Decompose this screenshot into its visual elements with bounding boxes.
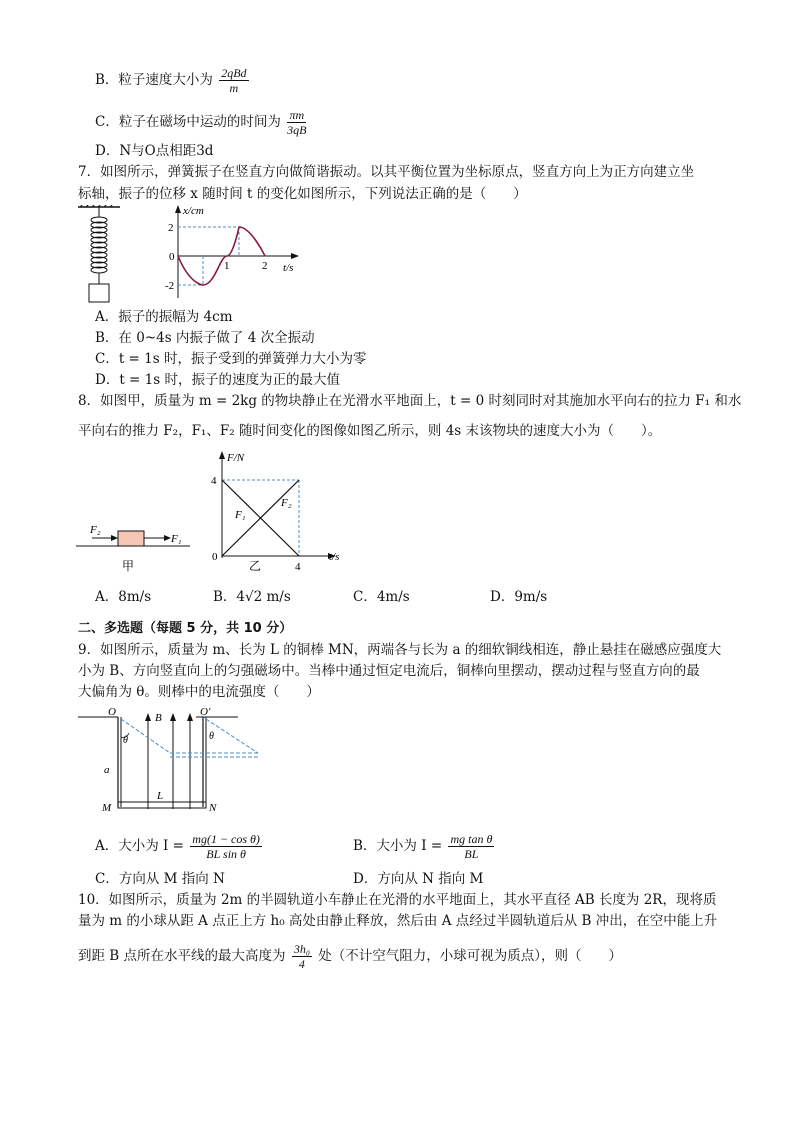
f2-label: F₂	[90, 524, 101, 536]
label-theta-left: θ	[123, 735, 128, 746]
yi-origin: 0	[212, 551, 218, 563]
origin-label: 0	[169, 251, 175, 263]
q6-option-c-fraction	[287, 108, 306, 137]
yi-xlabel: t/s	[329, 551, 340, 563]
q6-option-c	[95, 108, 308, 137]
caption-jia: 甲	[122, 559, 135, 573]
q7-stem-line2: 标轴，振子的位移 x 随时间 t 的变化如图所示，下列说法正确的是（ ）	[78, 186, 527, 202]
graph-xlabel: t/s	[283, 262, 294, 274]
fraction-numerator: mg(1 − cos θ)	[192, 832, 260, 846]
q7-option-a: A．振子的振幅为 4cm	[95, 309, 233, 325]
q10-stem-line2: 量为 m 的小球从距 A 点正上方 h₀ 高处由静止释放，然后由 A 点经过半圆轨道后从 B 冲出，在空中能上升	[78, 913, 718, 929]
fraction-denominator: BL	[464, 847, 479, 861]
xtick-2: 2	[262, 260, 268, 272]
q6-option-d: D．N与O点相距3d	[95, 143, 214, 159]
q6-option-b-label: B．粒子速度大小为	[95, 72, 213, 88]
q10-stem-line3-start: 到距 B 点所在水平线的最大高度为	[78, 948, 286, 964]
q9-option-b	[353, 832, 496, 861]
graph-ylabel: x/cm	[183, 205, 204, 217]
q8-stem-line1: 8．如图甲，质量为 m = 2kg 的物块静止在光滑水平地面上，t = 0 时刻同时对其施加水平向右的拉力 F₁ 和水	[78, 393, 742, 409]
fraction-denominator: 4	[298, 957, 305, 971]
q9-figure	[78, 703, 268, 821]
q7-stem-line1: 7．如图所示，弹簧振子在竖直方向做简谐振动。以其平衡位置为坐标原点，竖直方向上为正方向建立坐	[78, 164, 695, 180]
q8-option-b: B．4√2 m/s	[213, 589, 291, 605]
q8-stem-line2: 平向右的推力 F₂，F₁、F₂ 随时间变化的图像如图乙所示，则 4s 末该物块的速度大小为（ ）。	[78, 423, 662, 439]
q9-option-b-fraction	[448, 832, 494, 861]
fraction-denominator: 3qB	[287, 123, 307, 137]
label-o-prime: O′	[200, 706, 211, 718]
fraction-denominator: m	[229, 81, 239, 95]
label-a: a	[104, 764, 110, 776]
label-b: B	[155, 712, 162, 724]
spring-mass-block	[89, 284, 109, 302]
q9-stem-line2: 小为 B、方向竖直向上的匀强磁场中。当棒中通过恒定电流后，铜棒向里摆动，摆动过程与竖直方向的最	[78, 663, 700, 679]
fraction-numerator: 2qBd	[221, 66, 247, 80]
q10-stem-line1: 10．如图所示，质量为 2m 的半圆轨道小车静止在光滑的水平地面上，其水平直径 AB 长度为 2R，现将质	[78, 892, 717, 908]
ytick-neg2: -2	[165, 280, 175, 292]
q10-stem-line3	[78, 942, 622, 971]
q7-option-d: D．t = 1s 时，振子的速度为正的最大值	[95, 372, 340, 388]
q9-stem-line1: 9．如图所示，质量为 m、长为 L 的铜棒 MN，两端各与长为 a 的细软铜线相连，静止悬挂在磁感应强度大	[78, 642, 722, 658]
label-n: N	[209, 802, 217, 814]
magnetic-field-lines	[145, 713, 193, 809]
q9-stem-line3: 大偏角为 θ。则棒中的电流强度（ ）	[78, 684, 320, 700]
q6-option-c-label: C．粒子在磁场中运动的时间为	[95, 114, 281, 130]
copper-rod-mn	[118, 802, 206, 808]
ytick-2: 2	[168, 222, 174, 234]
q8-figure-yi	[205, 446, 355, 574]
f1-label: F₁	[171, 533, 182, 545]
q7-displacement-graph	[165, 203, 305, 303]
q9-option-c: C．方向从 M 指向 N	[95, 871, 225, 887]
q7-spring-figure	[78, 205, 128, 305]
q7-option-b: B．在 0~4s 内振子做了 4 次全振动	[95, 330, 315, 346]
yi-f2-label: F₂	[281, 497, 292, 509]
fraction-numerator: 3h₀	[293, 942, 310, 956]
fraction-numerator: πm	[287, 108, 306, 123]
q8-option-d: D．9m/s	[490, 589, 548, 605]
label-theta-right: θ	[209, 731, 214, 742]
q7-option-c: C．t = 1s 时，振子受到的弹簧弹力大小为零	[95, 351, 367, 367]
q9-option-a-fraction	[190, 832, 262, 861]
q8-option-a: A．8m/s	[95, 589, 152, 605]
label-l: L	[157, 790, 164, 802]
q6-option-b-fraction	[219, 66, 248, 95]
q8-figure-jia	[76, 522, 196, 574]
yi-f1-label: F₁	[235, 509, 246, 521]
q9-option-a-label: A．大小为 I =	[95, 838, 184, 854]
caption-yi: 乙	[249, 559, 262, 573]
label-m: M	[102, 802, 112, 814]
fraction-numerator: mg tan θ	[450, 832, 493, 846]
q9-option-a	[95, 832, 264, 861]
q6-option-b	[95, 66, 251, 95]
q9-option-d: D．方向从 N 指向 M	[353, 871, 484, 887]
label-o: O	[108, 706, 116, 718]
xtick-1: 1	[224, 260, 230, 272]
q8-option-c: C．4m/s	[353, 589, 410, 605]
block	[118, 531, 144, 546]
yi-ytick: 4	[211, 475, 217, 487]
q10-height-fraction	[292, 942, 312, 971]
q9-option-b-label: B．大小为 I =	[353, 838, 443, 854]
yi-xtick: 4	[295, 561, 301, 573]
yi-ylabel: F/N	[227, 452, 245, 464]
q10-stem-line3-end: 处（不计空气阻力，小球可视为质点），则（ ）	[318, 948, 623, 964]
fraction-denominator: BL sin θ	[206, 847, 246, 861]
section-heading-multiple-choice: 二、多选题（每题 5 分，共 10 分）	[78, 621, 293, 636]
